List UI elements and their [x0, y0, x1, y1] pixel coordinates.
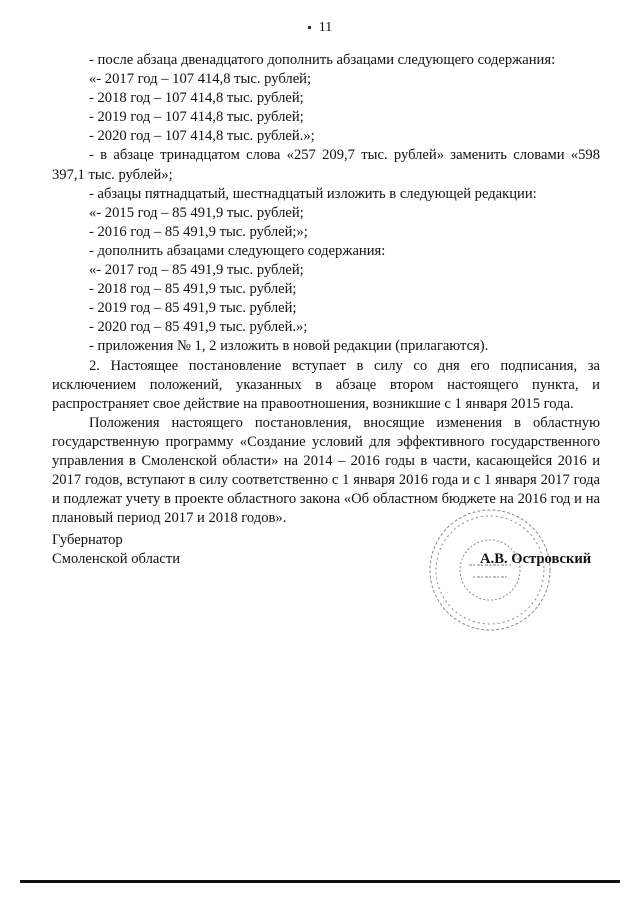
text-line: - после абзаца двенадцатого дополнить абзацами следующего содержания:	[89, 52, 556, 68]
page-mark	[308, 26, 311, 29]
text-line: - 2019 год – 107 414,8 тыс. рублей;	[89, 109, 304, 126]
page-number	[0, 20, 640, 36]
signer-name: А.В. Островский	[480, 551, 592, 567]
text-line: - 2018 год – 107 414,8 тыс. рублей;	[89, 90, 304, 107]
text-line: «- 2017 год – 107 414,8 тыс. рублей;	[89, 71, 312, 88]
footer-rule	[20, 880, 620, 883]
signer-title-line2: Смоленской области	[52, 551, 181, 568]
page-number-text: 11	[318, 20, 333, 35]
text-line: - 2020 год – 85 491,9 тыс. рублей.»;	[89, 319, 308, 336]
text-line: - дополнить абзацами следующего содержания:	[89, 242, 386, 259]
text-line: «- 2015 год – 85 491,9 тыс. рублей;	[89, 204, 304, 221]
text-line: - 2016 год – 85 491,9 тыс. рублей;»;	[89, 223, 308, 240]
paragraph-3: Положения настоящего постановления, вносящие изменения в областную государственную программу «Создание условий для эффективного государственного управления в Смоленской области» на 2014 – 2016 годы в части, касающейся 2016 и 2017 годов, вступают в силу соответственно с 1 января 2016 года и с 1 января 2017 года и подлежат учету в проекте областного закона «Об областном бюджете на 2016 год и на плановый период 2017 и 2018 годов».	[52, 414, 600, 527]
signature-title	[52, 531, 180, 569]
text-line: «- 2017 год – 85 491,9 тыс. рублей;	[89, 262, 304, 279]
text-line: - 2018 год – 85 491,9 тыс. рублей;	[89, 281, 297, 298]
text-line: - 2020 год – 107 414,8 тыс. рублей.»;	[89, 128, 315, 145]
paragraph-abzac13: - в абзаце тринадцатом слова «257 209,7 тыс. рублей» заменить словами «598 397,1 тыс. рублей»;	[52, 147, 600, 183]
signer-title-line1: Губернатор	[52, 532, 123, 548]
text-line: - приложения № 1, 2 изложить в новой редакции (прилагаются).	[89, 338, 489, 355]
official-seal	[425, 505, 555, 635]
text-line: - абзацы пятнадцатый, шестнадцатый изложить в следующей редакции:	[89, 185, 537, 202]
document-body	[52, 51, 600, 528]
paragraph-2: 2. Настоящее постановление вступает в силу со дня его подписания, за исключением положений, указанных в абзаце втором настоящего пункта, и распространяет свое действие на правоотношения, возникшие с 1 января 2015 года.	[52, 357, 600, 412]
text-line: - 2019 год – 85 491,9 тыс. рублей;	[89, 300, 297, 317]
